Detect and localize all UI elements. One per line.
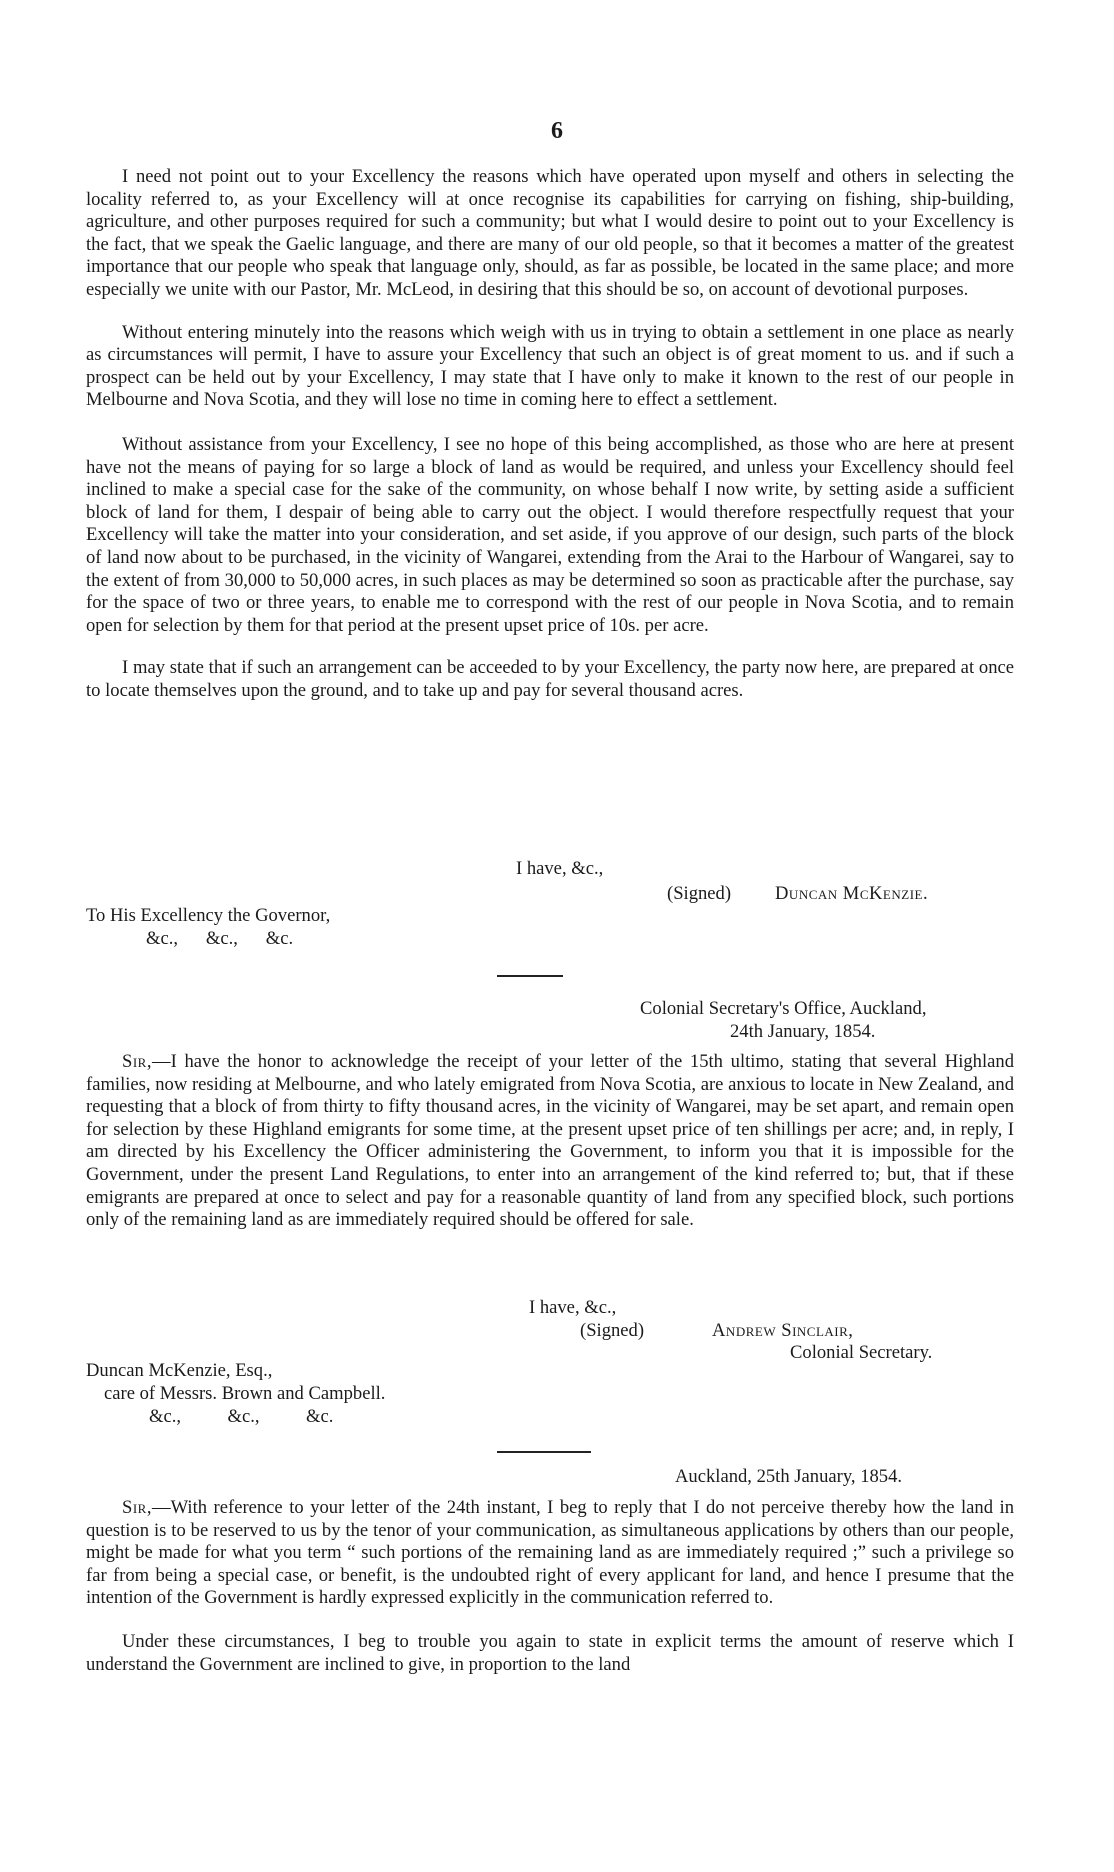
- letter2-heading-line1: Colonial Secretary's Office, Auckland,: [640, 998, 927, 1019]
- letter1-closing: I have, &c.,: [516, 858, 604, 879]
- letter2-closing: I have, &c.,: [529, 1297, 617, 1318]
- letter2-signatory-title: Colonial Secretary.: [790, 1342, 933, 1363]
- letter3-paragraph2: Under these circumstances, I beg to trouble you again to state in explicit terms the amount of reserve which I understand the Government are inclined to give, in proportion to the land: [86, 1630, 1014, 1675]
- letter3-body: [86, 1497, 1014, 1676]
- letter1-body: [86, 166, 1014, 702]
- letter1-paragraph: Without entering minutely into the reasons which weigh with us in trying to obtain a settlement in one place as nearly as circumstances will permit, I have to assure your Excellency that such an object is of great moment to us. and if such a prospect can be held out by your Excellency, I may state that I have only to make it known to the rest of our people in Melbourne and Nova Scotia, and they will lose no time in coming here to effect a settlement.: [86, 321, 1014, 411]
- letter3-heading: Auckland, 25th January, 1854.: [675, 1466, 903, 1487]
- letter2-heading-line2: 24th January, 1854.: [730, 1021, 876, 1042]
- letter2-salutation: Sir,: [122, 1051, 152, 1072]
- letter1-signatory: Duncan McKenzie.: [775, 883, 929, 904]
- letter1-paragraph: I need not point out to your Excellency the reasons which have operated upon myself and others in selecting the locality referred to, as your Excellency will at once recognise its capabilities for carrying on fishing, ship-building, agriculture, and other purposes required for such a community; but what I would desire to point out to your Excellency is the fact, that we speak the Gaelic language, and there are many of our old people, so that it becomes a matter of the greatest importance that our people who speak that language only, should, as far as possible, be located in the same place; and more especially we unite with our Pastor, Mr. McLeod, in desiring that this should be so, on account of devotional purposes.: [86, 166, 1014, 300]
- letter1-paragraph: I may state that if such an arrangement can be acceeded to by your Excellency, the party now here, are prepared at once to locate themselves upon the ground, and to take up and pay for several thousand acres.: [86, 657, 1014, 701]
- letter1-paragraph: Without assistance from your Excellency, I see no hope of this being accomplished, as those who are here at present have not the means of paying for so large a block of land as would be required, and unless your Excellency should feel inclined to make a special case for the sake of the community, on whose behalf I now write, by setting aside a sufficient block of land for them, I despair of being able to carry out the object. I would therefore respectfully request that your Excellency will take the matter into your consideration, and set aside, if you approve of our design, such parts of the block of land now about to be purchased, in the vicinity of Wangarei, extending from the Arai to the Harbour of Wangarei, say to the extent of from 30,000 to 50,000 acres, in such places as may be determined so soon as practicable after the purchase, say for the space of two or three years, to enable me to correspond with the rest of our people in Nova Scotia, and to remain open for selection by them for that period at the present upset price of 10s. per acre.: [86, 433, 1014, 636]
- letter1-address-line1: To His Excellency the Governor,: [86, 905, 331, 926]
- page-number: 6: [551, 118, 563, 144]
- letter3-salutation: Sir,: [122, 1497, 152, 1518]
- letter2-addressee-line3: &c., &c., &c.: [149, 1406, 334, 1427]
- divider: [497, 975, 563, 977]
- letter3-paragraph: [86, 1497, 1014, 1610]
- letter3-text: —With reference to your letter of the 24th instant, I beg to reply that I do not perceive thereby how the land in question is to be reserved to us by the tenor of your communication, as simultaneous applications by others than our people, might be made for what you term “ such portions of the remaining land as are immediately required ;” such a privilege so far from being a special case, or benefit, is the undoubted right of every applicant for land, and hence I presume that the intention of the Government is hardly expressed explicitly in the communication referred to.: [86, 1497, 1014, 1609]
- divider: [497, 1451, 591, 1453]
- letter1-signed-label: (Signed): [667, 883, 732, 904]
- letter2-paragraph: [86, 1051, 1014, 1232]
- letter2-text: —I have the honor to acknowledge the receipt of your letter of the 15th ultimo, stating that several Highland families, now residing at Melbourne, and who lately emigrated from Nova Scotia, are anxious to locate in New Zealand, and requesting that a block of from thirty to fifty thousand acres, in the vicinity of Wangarei, may be set apart, and remain open for selection by these Highland emigrants for some time, at the present upset price of ten shillings per acre; and, in reply, I am directed by his Excellency the Officer administering the Government, to inform you that it is impossible for the Government, under the present Land Regulations, to enter into an arrangement of the kind referred to; but, that if these emigrants are prepared at once to select and pay for a reasonable quantity of land from any specified block, such portions only of the remaining land as are immediately required should be offered for sale.: [86, 1051, 1014, 1231]
- letter2-signed-label: (Signed): [580, 1320, 645, 1341]
- letter1-address-line2: &c., &c., &c.: [146, 928, 294, 949]
- letter2-addressee-line2: care of Messrs. Brown and Campbell.: [104, 1383, 386, 1404]
- letter2-body: [86, 1051, 1014, 1232]
- letter2-addressee-line1: Duncan McKenzie, Esq.,: [86, 1360, 273, 1381]
- letter2-signatory: Andrew Sinclair,: [712, 1320, 854, 1341]
